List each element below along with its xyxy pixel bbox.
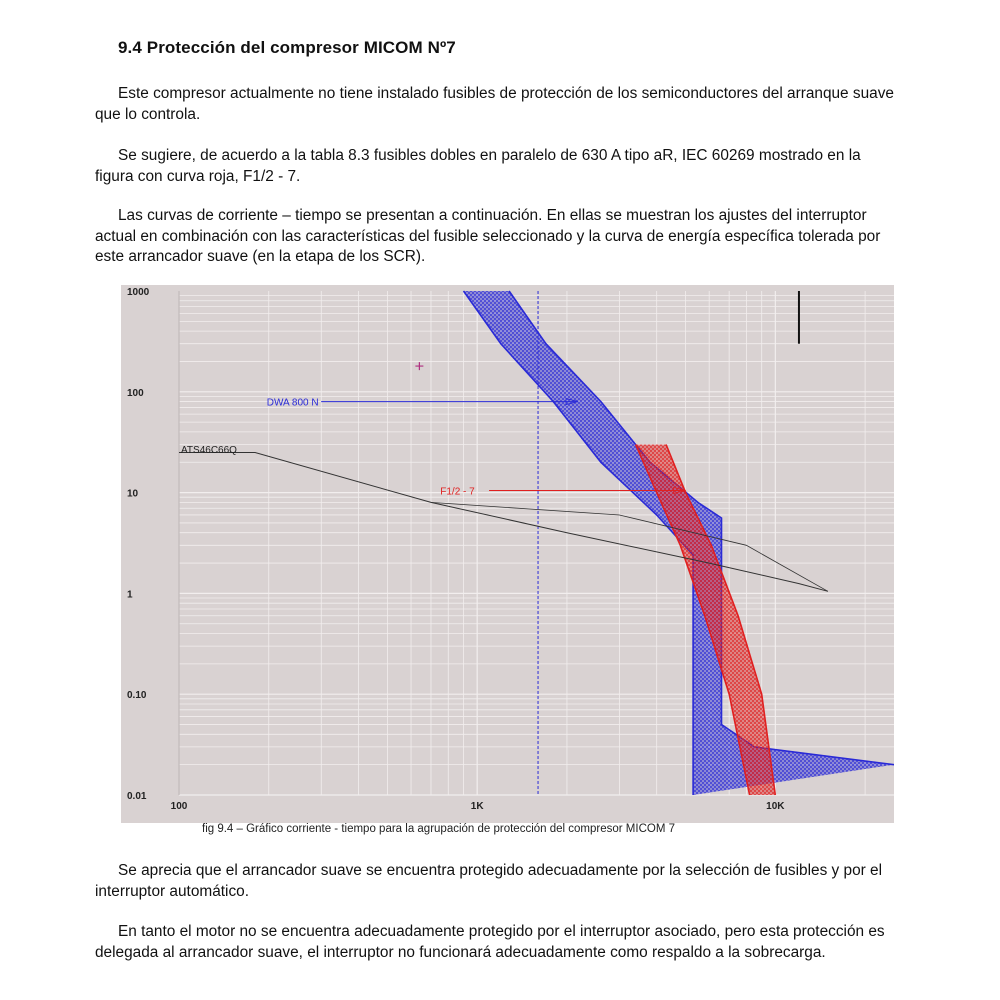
- series-f1-2-7-label: F1/2 - 7: [440, 486, 475, 498]
- y-tick-label: 100: [127, 387, 144, 399]
- paragraph-2: [95, 146, 895, 187]
- figure-caption: fig 9.4 – Gráfico corriente - tiempo para la agrupación de protección del compresor MICOM 7: [202, 823, 675, 835]
- y-tick-label: 10: [127, 488, 139, 500]
- time-current-chart-svg: [121, 285, 894, 823]
- y-tick-label: 1: [127, 589, 133, 601]
- x-tick-label: 1K: [470, 801, 484, 812]
- x-tick-label: 100: [170, 801, 188, 812]
- paragraph-5: [95, 922, 895, 963]
- paragraph-2-text: Se sugiere, de acuerdo a la tabla 8.3 fusibles dobles en paralelo de 630 A tipo aR, IEC 60269 mostrado en la figura con curva roja, F1/2 - 7.: [95, 147, 861, 185]
- paragraph-1: [95, 84, 895, 125]
- series-ats46c66q-label: ATS46C66Q: [181, 445, 237, 457]
- section-heading: 9.4 Protección del compresor MICOM Nº7: [118, 38, 456, 57]
- paragraph-5-text: En tanto el motor no se encuentra adecuadamente protegido por el interruptor asociado, pero esta protección es delegada al arrancador suave, el interruptor no funcionará adecuadamente como respaldo a la sobrecarga.: [95, 923, 885, 961]
- paragraph-3: [95, 206, 895, 268]
- time-current-chart: [121, 285, 894, 823]
- paragraph-4: [95, 861, 895, 902]
- y-tick-label: 0.10: [127, 690, 147, 702]
- y-tick-label: 1000: [127, 287, 150, 298]
- x-tick-label: 10K: [766, 801, 785, 812]
- y-tick-label: 0.01: [127, 791, 147, 802]
- series-dwa-800-n-label: DWA 800 N: [266, 397, 319, 409]
- chart-background: [121, 285, 894, 823]
- paragraph-3-text: Las curvas de corriente – tiempo se presentan a continuación. En ellas se muestran los ajustes del interruptor actual en combinación con las características del fusible seleccionado y la curva de energía específica tolerada por este arrancador suave (en la etapa de los SCR).: [95, 207, 881, 265]
- paragraph-1-text: Este compresor actualmente no tiene instalado fusibles de protección de los semiconductores del arranque suave que lo controla.: [95, 85, 894, 123]
- paragraph-4-text: Se aprecia que el arrancador suave se encuentra protegido adecuadamente por la selección de fusibles y por el interruptor automático.: [95, 862, 883, 900]
